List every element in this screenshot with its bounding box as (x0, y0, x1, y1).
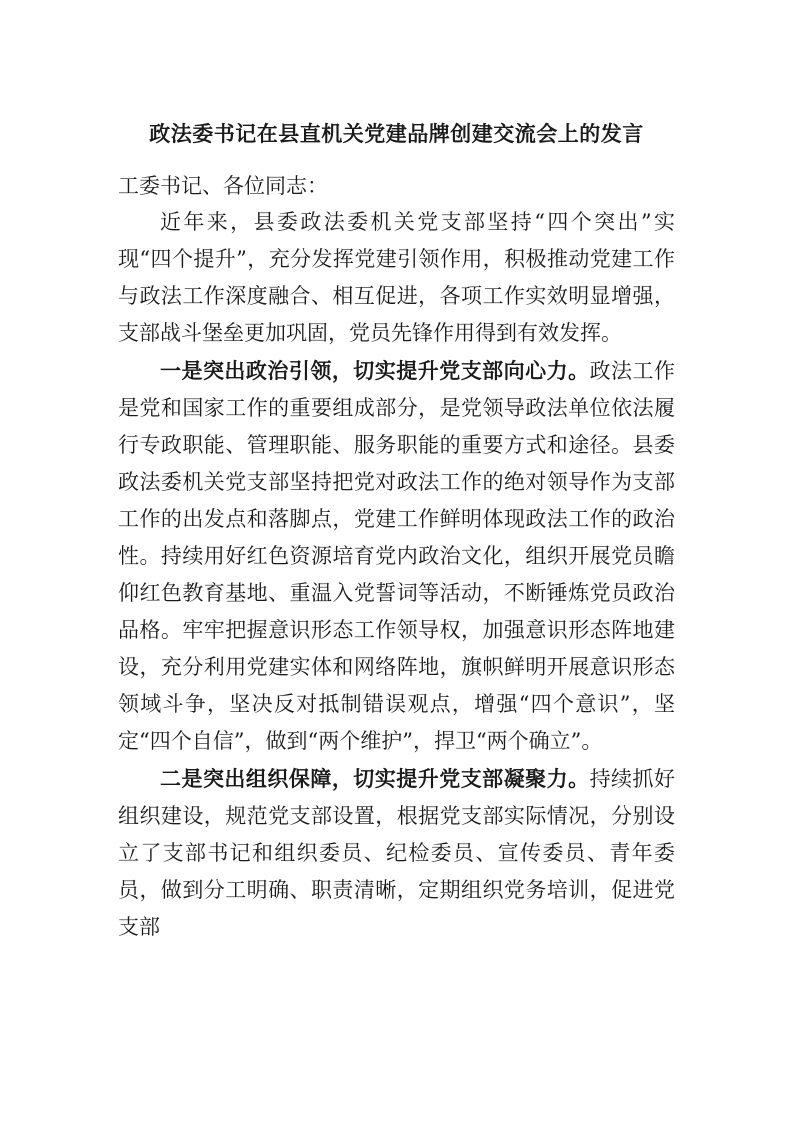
salutation: 工委书记、各位同志： (118, 174, 328, 198)
document-title: 政法委书记在县直机关党建品牌创建交流会上的发言 (149, 121, 644, 146)
intro-paragraph: 近年来，县委政法委机关党支部坚持“四个突出”实现“四个提升”，充分发挥党建引领作用，积极推动党建工作与政法工作深度融合、相互促进，各项工作实效明显增强，支部战斗堡垒更加巩固，党员先锋作用得到有效发挥。 (118, 210, 675, 345)
section-2-paragraph (118, 760, 675, 946)
section-2-lead: 二是突出组织保障，切实提升党支部凝聚力。 (160, 766, 590, 791)
section-2-body: 持续抓好组织建设，规范党支部设置，根据党支部实际情况，分别设立了支部书记和组织委员、纪检委员、宣传委员、青年委员，做到分工明确、职责清晰，定期组织党务培训，促进党支部 (118, 767, 676, 939)
section-1-lead: 一是突出政治引领，切实提升党支部向心力。 (160, 358, 590, 383)
section-1-body: 政法工作是党和国家工作的重要组成部分，是党领导政法单位依法履行专政职能、管理职能、服务职能的重要方式和途径。县委政法委机关党支部坚持把党对政法工作的绝对领导作为支部工作的出发点和落脚点，党建工作鲜明体现政法工作的政治性。持续用好红色资源培育党内政治文化，组织开展党员瞻仰红色教育基地、重温入党誓词等活动，不断锤炼党员政治品格。牢牢把握意识形态工作领导权，加强意识形态阵地建设，充分利用党建实体和网络阵地，旗帜鲜明开展意识形态领域斗争，坚决反对抵制错误观点，增强“四个意识”，坚定“四个自信”，做到“两个维护”，捍卫“两个确立”。 (118, 359, 676, 753)
section-1-paragraph (118, 352, 675, 760)
